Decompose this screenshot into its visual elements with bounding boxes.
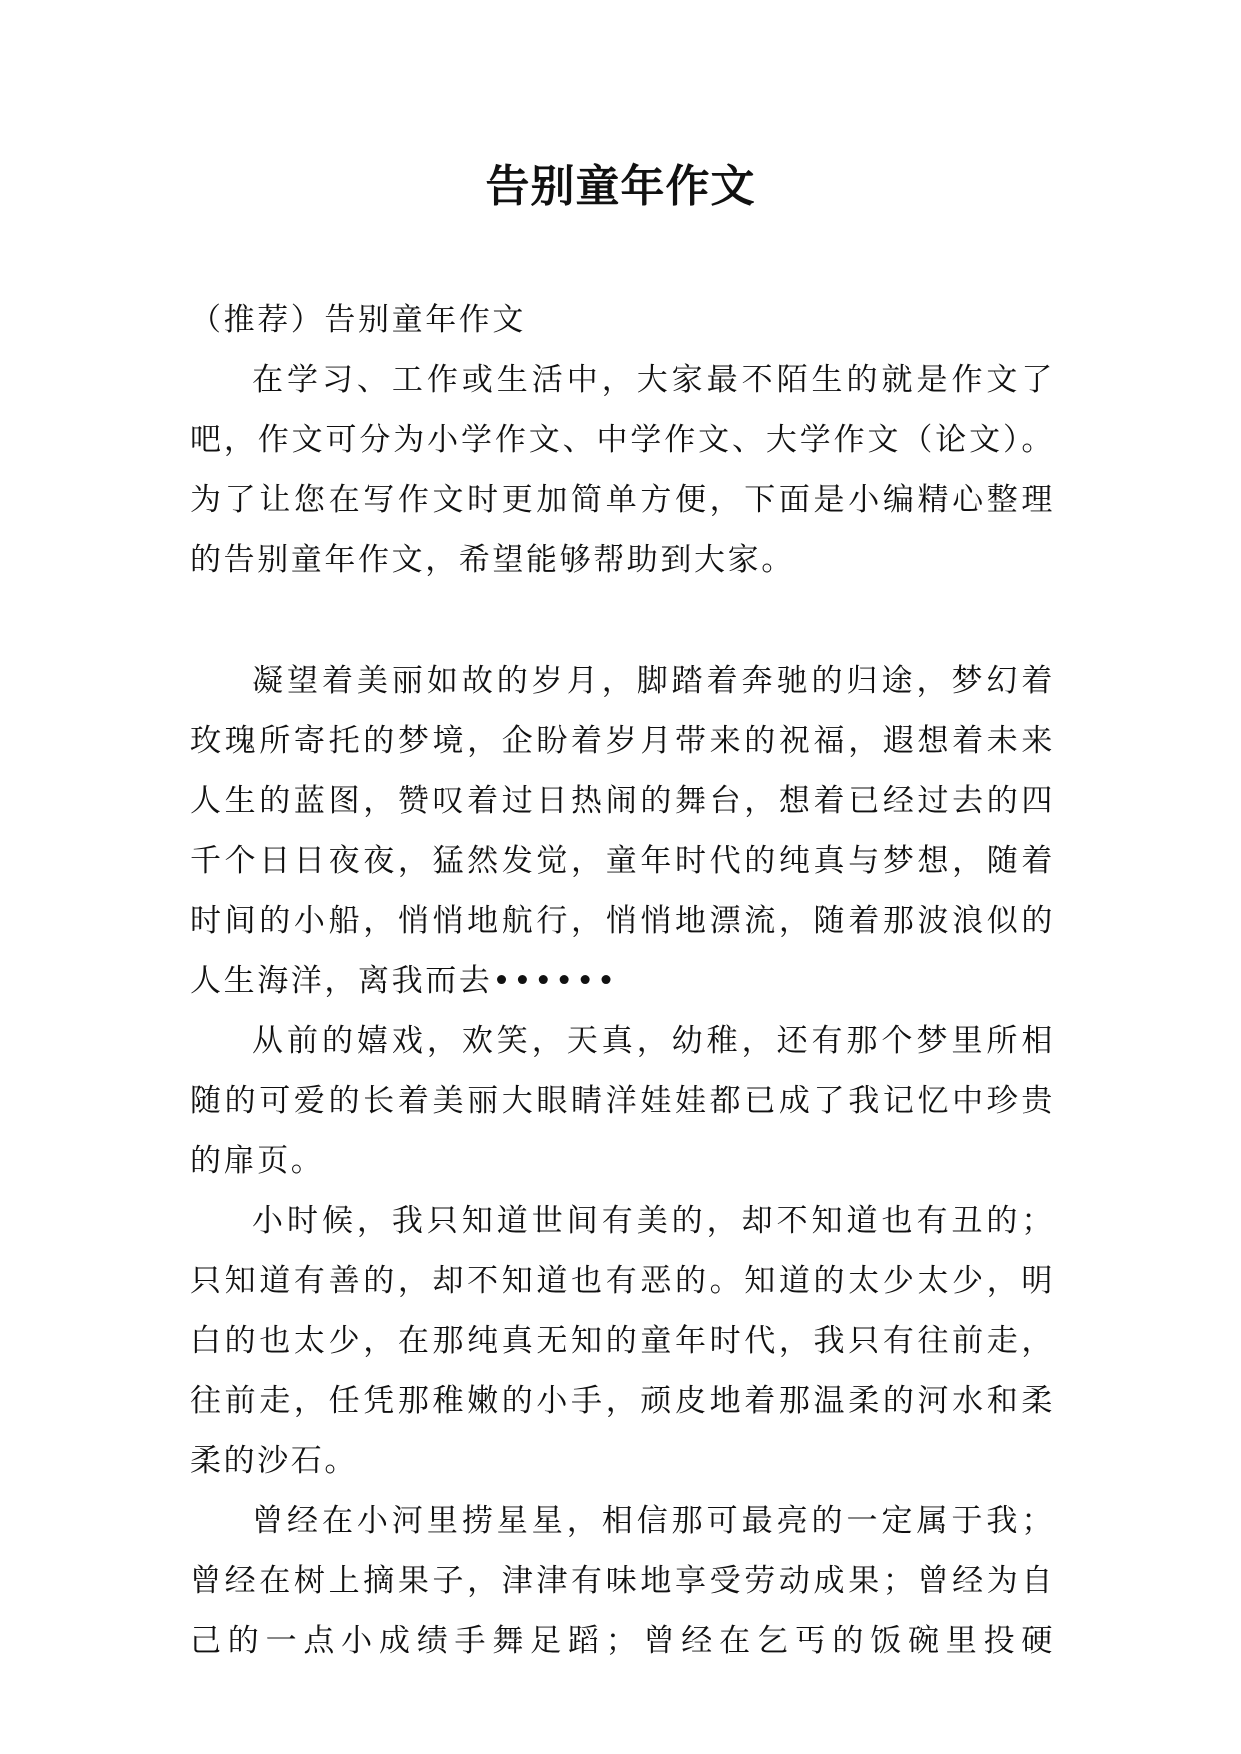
paragraph-spacer [190,590,1055,651]
intro-paragraph: 在学习、工作或生活中，大家最不陌生的就是作文了吧，作文可分为小学作文、中学作文、大学作文（论文）。为了让您在写作文时更加简单方便，下面是小编精心整理的告别童年作文，希望能够帮助到大家。 [190,362,1055,578]
body-paragraph: 从前的嬉戏，欢笑，天真，幼稚，还有那个梦里所相随的可爱的长着美丽大眼睛洋娃娃都已成了我记忆中珍贵的扉页。 [190,1023,1055,1179]
document-body [190,290,1055,1671]
body-paragraph: 曾经在小河里捞星星，相信那可最亮的一定属于我；曾经在树上摘果子，津津有味地享受劳动成果；曾经为自己的一点小成绩手舞足蹈；曾经在乞丐的饭碗里投硬 [190,1503,1055,1659]
document-subtitle: （推荐）告别童年作文 [190,302,526,338]
document-title: 告别童年作文 [485,161,756,212]
body-paragraph: 小时候，我只知道世间有美的，却不知道也有丑的；只知道有善的，却不知道也有恶的。知道的太少太少，明白的也太少，在那纯真无知的童年时代，我只有往前走，往前走，任凭那稚嫩的小手，顽皮地着那温柔的河水和柔柔的沙石。 [190,1203,1055,1479]
body-paragraph: 凝望着美丽如故的岁月，脚踏着奔驰的归途，梦幻着玫瑰所寄托的梦境，企盼着岁月带来的祝福，遐想着未来人生的蓝图，赞叹着过日热闹的舞台，想着已经过去的四千个日日夜夜，猛然发觉，童年时代的纯真与梦想，随着时间的小船，悄悄地航行，悄悄地漂流，随着那波浪似的人生海洋，离我而去•••••• [190,663,1055,999]
